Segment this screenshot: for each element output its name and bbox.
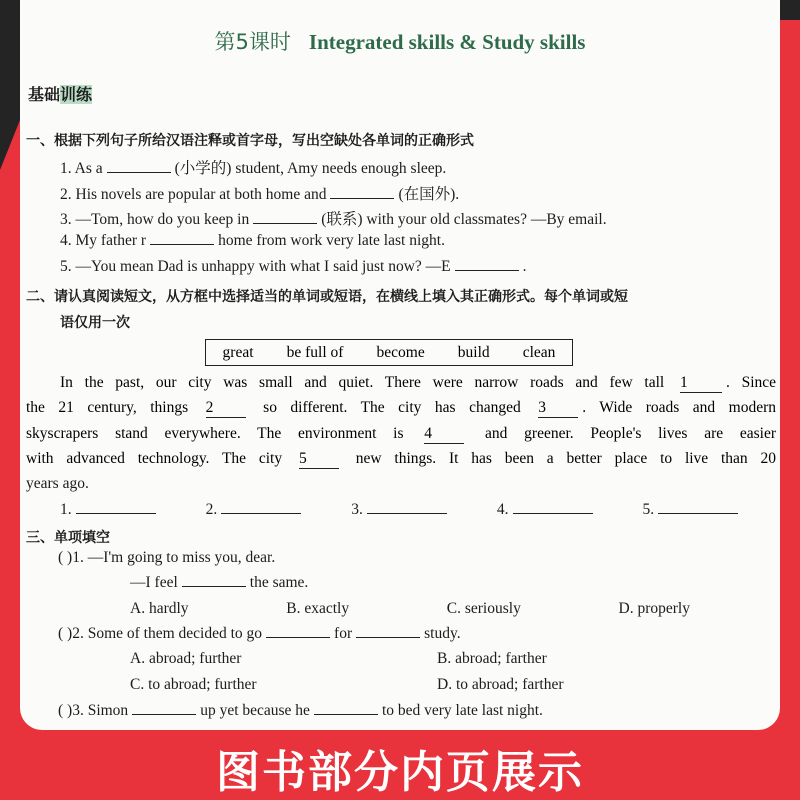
banner-caption: 图书部分内页展示 [216, 747, 584, 798]
section-label [28, 82, 92, 105]
part2-heading: 二、请认真阅读短文，从方框中选择适当的单词或短语，在横线上填入其正确形式。每个单词或短 [26, 289, 628, 305]
passage-line: skyscrapers stand everywhere. The environment is 4 and greener. People's lives are easier [26, 425, 777, 442]
part1-item: 5. —You mean Dad is unhappy with what I said just now? —E . [60, 258, 527, 275]
part1-item: 2. His novels are popular at both home and (在国外). [60, 186, 460, 203]
option: B. abroad; farther [437, 650, 547, 667]
option: C. to abroad; further [130, 676, 257, 693]
part1-heading: 一、根据下列句子所给汉语注释或首字母，写出空缺处各单词的正确形式 [26, 133, 474, 149]
answer-line: 1. 2. 3. 4. 5. [60, 501, 742, 519]
part3-heading: 三、单项填空 [26, 530, 110, 546]
label-a: 基础 [28, 85, 61, 104]
word: become [376, 343, 425, 361]
label-b: 训练 [60, 85, 93, 104]
word-box [205, 339, 573, 366]
option: A. abroad; further [130, 650, 242, 667]
passage-line: with advanced technology. The city 5 new things. It has been a better place to live than 20 [26, 450, 776, 467]
option: D. to abroad; farther [437, 676, 564, 693]
passage-line: In the past, our city was small and quiet. There were narrow roads and few tall 1 . Since [60, 374, 777, 391]
word: build [457, 343, 490, 361]
book-page [20, 0, 780, 730]
part1-item: 4. My father r home from work very late last night. [60, 232, 445, 249]
question-3: ( )3. Simon up yet because he to bed very late last night. [58, 702, 543, 719]
part1-item: 1. As a (小学的) student, Amy needs enough sleep. [60, 160, 447, 177]
question-2: ( )2. Some of them decided to go for study. [58, 625, 461, 642]
question-1-options: A. hardly B. exactly C. seriously D. properly [130, 600, 690, 617]
word: clean [522, 343, 556, 361]
passage-line: years ago. [26, 475, 89, 492]
word: be full of [286, 343, 344, 361]
word: great [222, 343, 254, 361]
question-1: ( )1. —I'm going to miss you, dear. [58, 549, 276, 566]
part2-heading-cont: 语仅用一次 [60, 315, 130, 331]
part1-item: 3. —Tom, how do you keep in (联系) with your old classmates? —By email. [60, 211, 607, 228]
page-title: 第5课时 Integrated skills & Study skills [214, 30, 586, 54]
question-1-line2: —I feel the same. [130, 574, 309, 591]
passage-line: the 21 century, things 2 so different. The city has changed 3 . Wide roads and modern [26, 399, 777, 416]
